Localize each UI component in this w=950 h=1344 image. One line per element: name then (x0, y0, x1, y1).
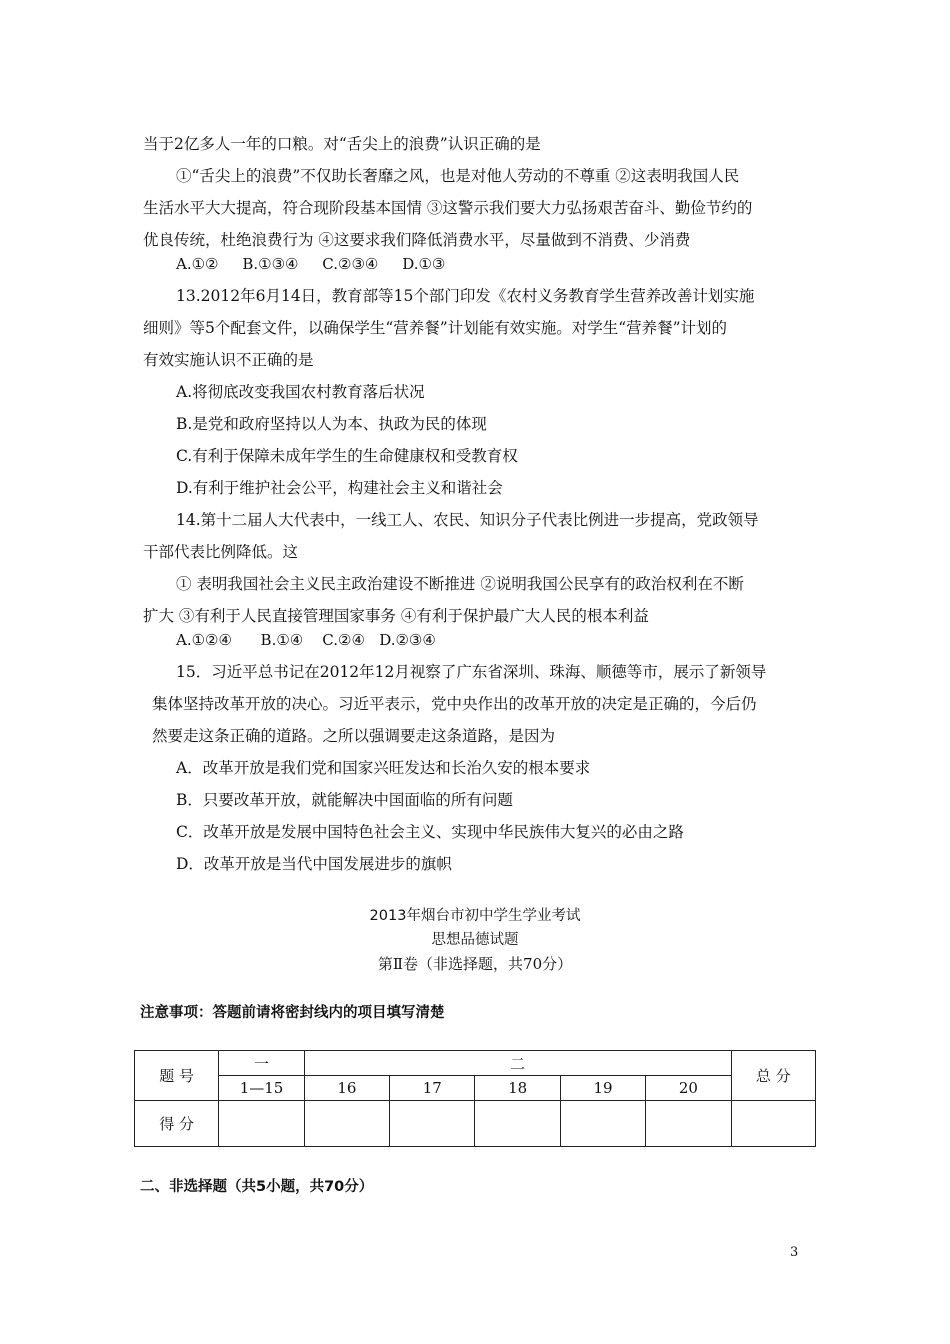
total-header: 总 分 (731, 1051, 815, 1101)
q13-stem-line1: 13.2012年6月14日，教育部等15个部门印发《农村义务教育学生营养改善计划实施 (176, 287, 755, 305)
score-table (134, 1050, 816, 1147)
q13-stem-line2: 细则》等5个配套文件，以确保学生“营养餐”计划能有效实施。对学生“营养餐”计划的 (143, 319, 728, 337)
row-label-question-number: 题 号 (135, 1051, 219, 1101)
q13-option-b: B.是党和政府坚持以人为本、执政为民的体现 (176, 415, 487, 433)
notice: 注意事项：答题前请将密封线内的项目填写清楚 (140, 1005, 445, 1021)
column-20: 20 (646, 1076, 731, 1101)
row-label-score: 得 分 (135, 1101, 219, 1147)
q14-choices: A.①②④ B.①④ C.②④ D.②③④ (176, 631, 436, 649)
q12-options-line3: 优良传统，杜绝浪费行为 ④这要求我们降低消费水平，尽量做到不消费、少消费 (143, 231, 691, 249)
q12-options-line2: 生活水平大大提高，符合现阶段基本国情 ③这警示我们要大力弘扬艰苦奋斗、勤俭节约的 (143, 199, 753, 217)
column-1-15: 1—15 (219, 1076, 304, 1101)
exam-title: 2013年烟台市初中学生学业考试 (369, 908, 581, 924)
score-cell-18[interactable] (475, 1101, 560, 1147)
q12-options-line1: ①“舌尖上的浪费”不仅助长奢靡之风，也是对他人劳动的不尊重 ②这表明我国人民 (176, 167, 740, 185)
score-cell-1-15[interactable] (219, 1101, 304, 1147)
score-cell-17[interactable] (390, 1101, 475, 1147)
q14-stem-line2: 干部代表比例降低。这 (143, 543, 299, 561)
q15-stem-line1: 15．习近平总书记在2012年12月视察了广东省深圳、珠海、顺德等市，展示了新领导 (176, 663, 767, 681)
column-18: 18 (475, 1076, 560, 1101)
part-two-heading: 二、非选择题（共5小题，共70分） (140, 1179, 374, 1195)
score-cell-19[interactable] (560, 1101, 645, 1147)
score-cell-total[interactable] (731, 1101, 815, 1147)
q15-stem-line3: 然要走这条正确的道路。之所以强调要走这条道路，是因为 (152, 727, 556, 745)
q12-choices: A.①② B.①③④ C.②③④ D.①③ (176, 255, 446, 273)
q13-stem-line3: 有效实施认识不正确的是 (143, 351, 314, 369)
q15-option-b: B．只要改革开放，就能解决中国面临的所有问题 (176, 791, 513, 809)
part-two-header: 二 (304, 1051, 731, 1076)
volume-title: 第Ⅱ卷（非选择题，共70分） (377, 955, 573, 973)
q13-option-a: A.将彻底改变我国农村教育落后状况 (176, 383, 425, 401)
column-17: 17 (390, 1076, 475, 1101)
column-19: 19 (560, 1076, 645, 1101)
score-cell-16[interactable] (304, 1101, 389, 1147)
q15-option-c: C．改革开放是发展中国特色社会主义、实现中华民族伟大复兴的必由之路 (176, 823, 684, 841)
q13-option-d: D.有利于维护社会公平，构建社会主义和谐社会 (176, 479, 503, 497)
q14-stem-line1: 14.第十二届人大代表中，一线工人、农民、知识分子代表比例进一步提高，党政领导 (176, 511, 759, 529)
q14-options-line1: ① 表明我国社会主义民主政治建设不断推进 ②说明我国公民享有的政治权利在不断 (176, 575, 744, 593)
column-16: 16 (304, 1076, 389, 1101)
q14-options-line2: 扩大 ③有利于人民直接管理国家事务 ④有利于保护最广大人民的根本利益 (143, 607, 649, 625)
q12-continuation: 当于2亿多人一年的口粮。对“舌尖上的浪费”认识正确的是 (143, 135, 541, 153)
page-number: 3 (790, 1245, 799, 1260)
q13-option-c: C.有利于保障未成年学生的生命健康权和受教育权 (176, 447, 518, 465)
part-one-header: 一 (219, 1051, 304, 1076)
q15-stem-line2: 集体坚持改革开放的决心。习近平表示，党中央作出的改革开放的决定是正确的，今后仍 (152, 695, 757, 713)
q15-option-d: D．改革开放是当代中国发展进步的旗帜 (176, 855, 452, 873)
score-cell-20[interactable] (646, 1101, 731, 1147)
q15-option-a: A．改革开放是我们党和国家兴旺发达和长治久安的根本要求 (176, 759, 591, 777)
subject-title: 思想品德试题 (431, 932, 519, 948)
